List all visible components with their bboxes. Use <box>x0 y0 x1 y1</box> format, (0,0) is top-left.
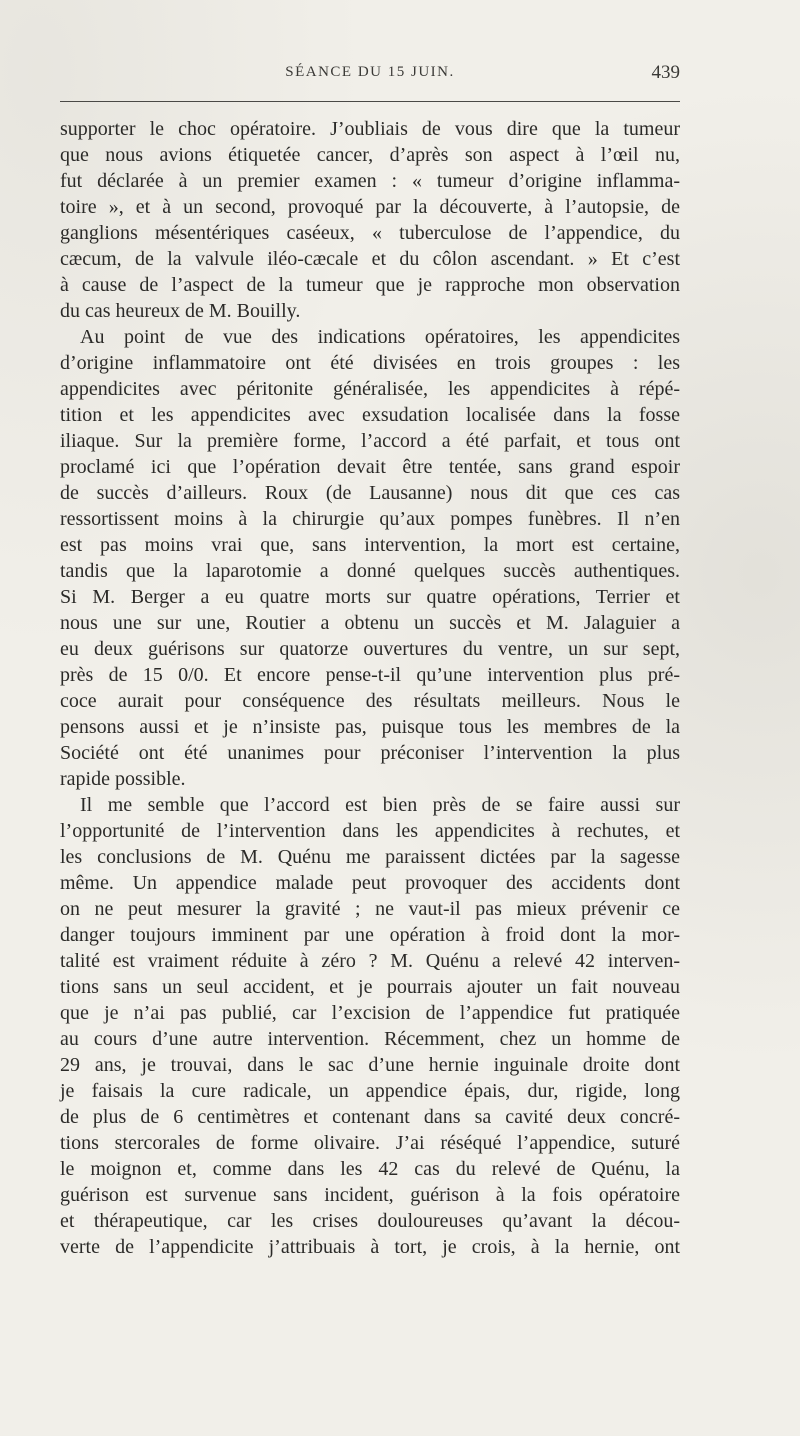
text-line: nous une sur une, Routier a obtenu un succès et M. Jalaguier a <box>60 612 680 634</box>
header-rule <box>60 101 680 102</box>
text-line: ressortissent moins à la chirurgie qu’aux pompes funèbres. Il n’en <box>60 508 680 530</box>
text-line: près de 15 0/0. Et encore pense-t-il qu’une intervention plus pré- <box>60 664 680 686</box>
text-line: on ne peut mesurer la gravité ; ne vaut-il pas mieux prévenir ce <box>60 898 680 920</box>
text-line: supporter le choc opératoire. J’oubliais de vous dire que la tumeur <box>60 118 680 140</box>
text-line: l’opportunité de l’intervention dans les appendicites à rechutes, et <box>60 820 680 842</box>
text-line: même. Un appendice malade peut provoquer des accidents dont <box>60 872 680 894</box>
text-line: cæcum, de la valvule iléo-cæcale et du côlon ascendant. » Et c’est <box>60 248 680 270</box>
text-line: talité est vraiment réduite à zéro ? M. Quénu a relevé 42 interven- <box>60 950 680 972</box>
text-line: proclamé ici que l’opération devait être tentée, sans grand espoir <box>60 456 680 478</box>
text-line: coce aurait pour conséquence des résultats meilleurs. Nous le <box>60 690 680 712</box>
text-line: au cours d’une autre intervention. Récemment, chez un homme de <box>60 1028 680 1050</box>
text-line: ganglions mésentériques caséeux, « tuberculose de l’appendice, du <box>60 222 680 244</box>
text-line: tition et les appendicites avec exsudation localisée dans la fosse <box>60 404 680 426</box>
text-line: que nous avions étiquetée cancer, d’après son aspect à l’œil nu, <box>60 144 680 166</box>
text-line: verte de l’appendicite j’attribuais à tort, je crois, à la hernie, ont <box>60 1236 680 1258</box>
text-line: iliaque. Sur la première forme, l’accord a été parfait, et tous ont <box>60 430 680 452</box>
text-line: le moignon et, comme dans les 42 cas du relevé de Quénu, la <box>60 1158 680 1180</box>
text-line: de plus de 6 centimètres et contenant dans sa cavité deux concré- <box>60 1106 680 1128</box>
text-line: 29 ans, je trouvai, dans le sac d’une hernie inguinale droite dont <box>60 1054 680 1076</box>
body-text <box>60 116 680 1260</box>
text-line: à cause de l’aspect de la tumeur que je rapproche mon observation <box>60 274 680 296</box>
text-line: les conclusions de M. Quénu me paraissent dictées par la sagesse <box>60 846 680 868</box>
text-line: que je n’ai pas publié, car l’excision de l’appendice fut pratiquée <box>60 1002 680 1024</box>
text-line: tions sans un seul accident, et je pourrais ajouter un fait nouveau <box>60 976 680 998</box>
text-line: je faisais la cure radicale, un appendice épais, dur, rigide, long <box>60 1080 680 1102</box>
text-line: pensons aussi et je n’insiste pas, puisque tous les membres de la <box>60 716 680 738</box>
text-line: fut déclarée à un premier examen : « tumeur d’origine inflamma- <box>60 170 680 192</box>
text-line: tions stercorales de forme olivaire. J’ai réséqué l’appendice, suturé <box>60 1132 680 1154</box>
text-line: toire », et à un second, provoqué par la découverte, à l’autopsie, de <box>60 196 680 218</box>
text-line: de succès d’ailleurs. Roux (de Lausanne) nous dit que ces cas <box>60 482 680 504</box>
page-number: 439 <box>651 62 680 83</box>
text-line: guérison est survenue sans incident, guérison à la fois opératoire <box>60 1184 680 1206</box>
text-line: tandis que la laparotomie a donné quelques succès authentiques. <box>60 560 680 582</box>
page-header <box>60 64 680 90</box>
text-line: rapide possible. <box>60 768 186 790</box>
text-line: d’origine inflammatoire ont été divisées en trois groupes : les <box>60 352 680 374</box>
paragraph-start-line: Il me semble que l’accord est bien près de se faire aussi sur <box>80 794 680 816</box>
paragraph-start-line: Au point de vue des indications opératoires, les appendicites <box>80 326 680 348</box>
text-line: est pas moins vrai que, sans intervention, la mort est certaine, <box>60 534 680 556</box>
text-line: Société ont été unanimes pour préconiser l’intervention la plus <box>60 742 680 764</box>
text-line: appendicites avec péritonite généralisée, les appendicites à répé- <box>60 378 680 400</box>
text-line: Si M. Berger a eu quatre morts sur quatre opérations, Terrier et <box>60 586 680 608</box>
running-head: SÉANCE DU 15 JUIN. <box>285 64 455 80</box>
text-line: et thérapeutique, car les crises douloureuses qu’avant la décou- <box>60 1210 680 1232</box>
text-line: du cas heureux de M. Bouilly. <box>60 300 301 322</box>
text-line: danger toujours imminent par une opération à froid dont la mor- <box>60 924 680 946</box>
text-line: eu deux guérisons sur quatorze ouvertures du ventre, un sur sept, <box>60 638 680 660</box>
